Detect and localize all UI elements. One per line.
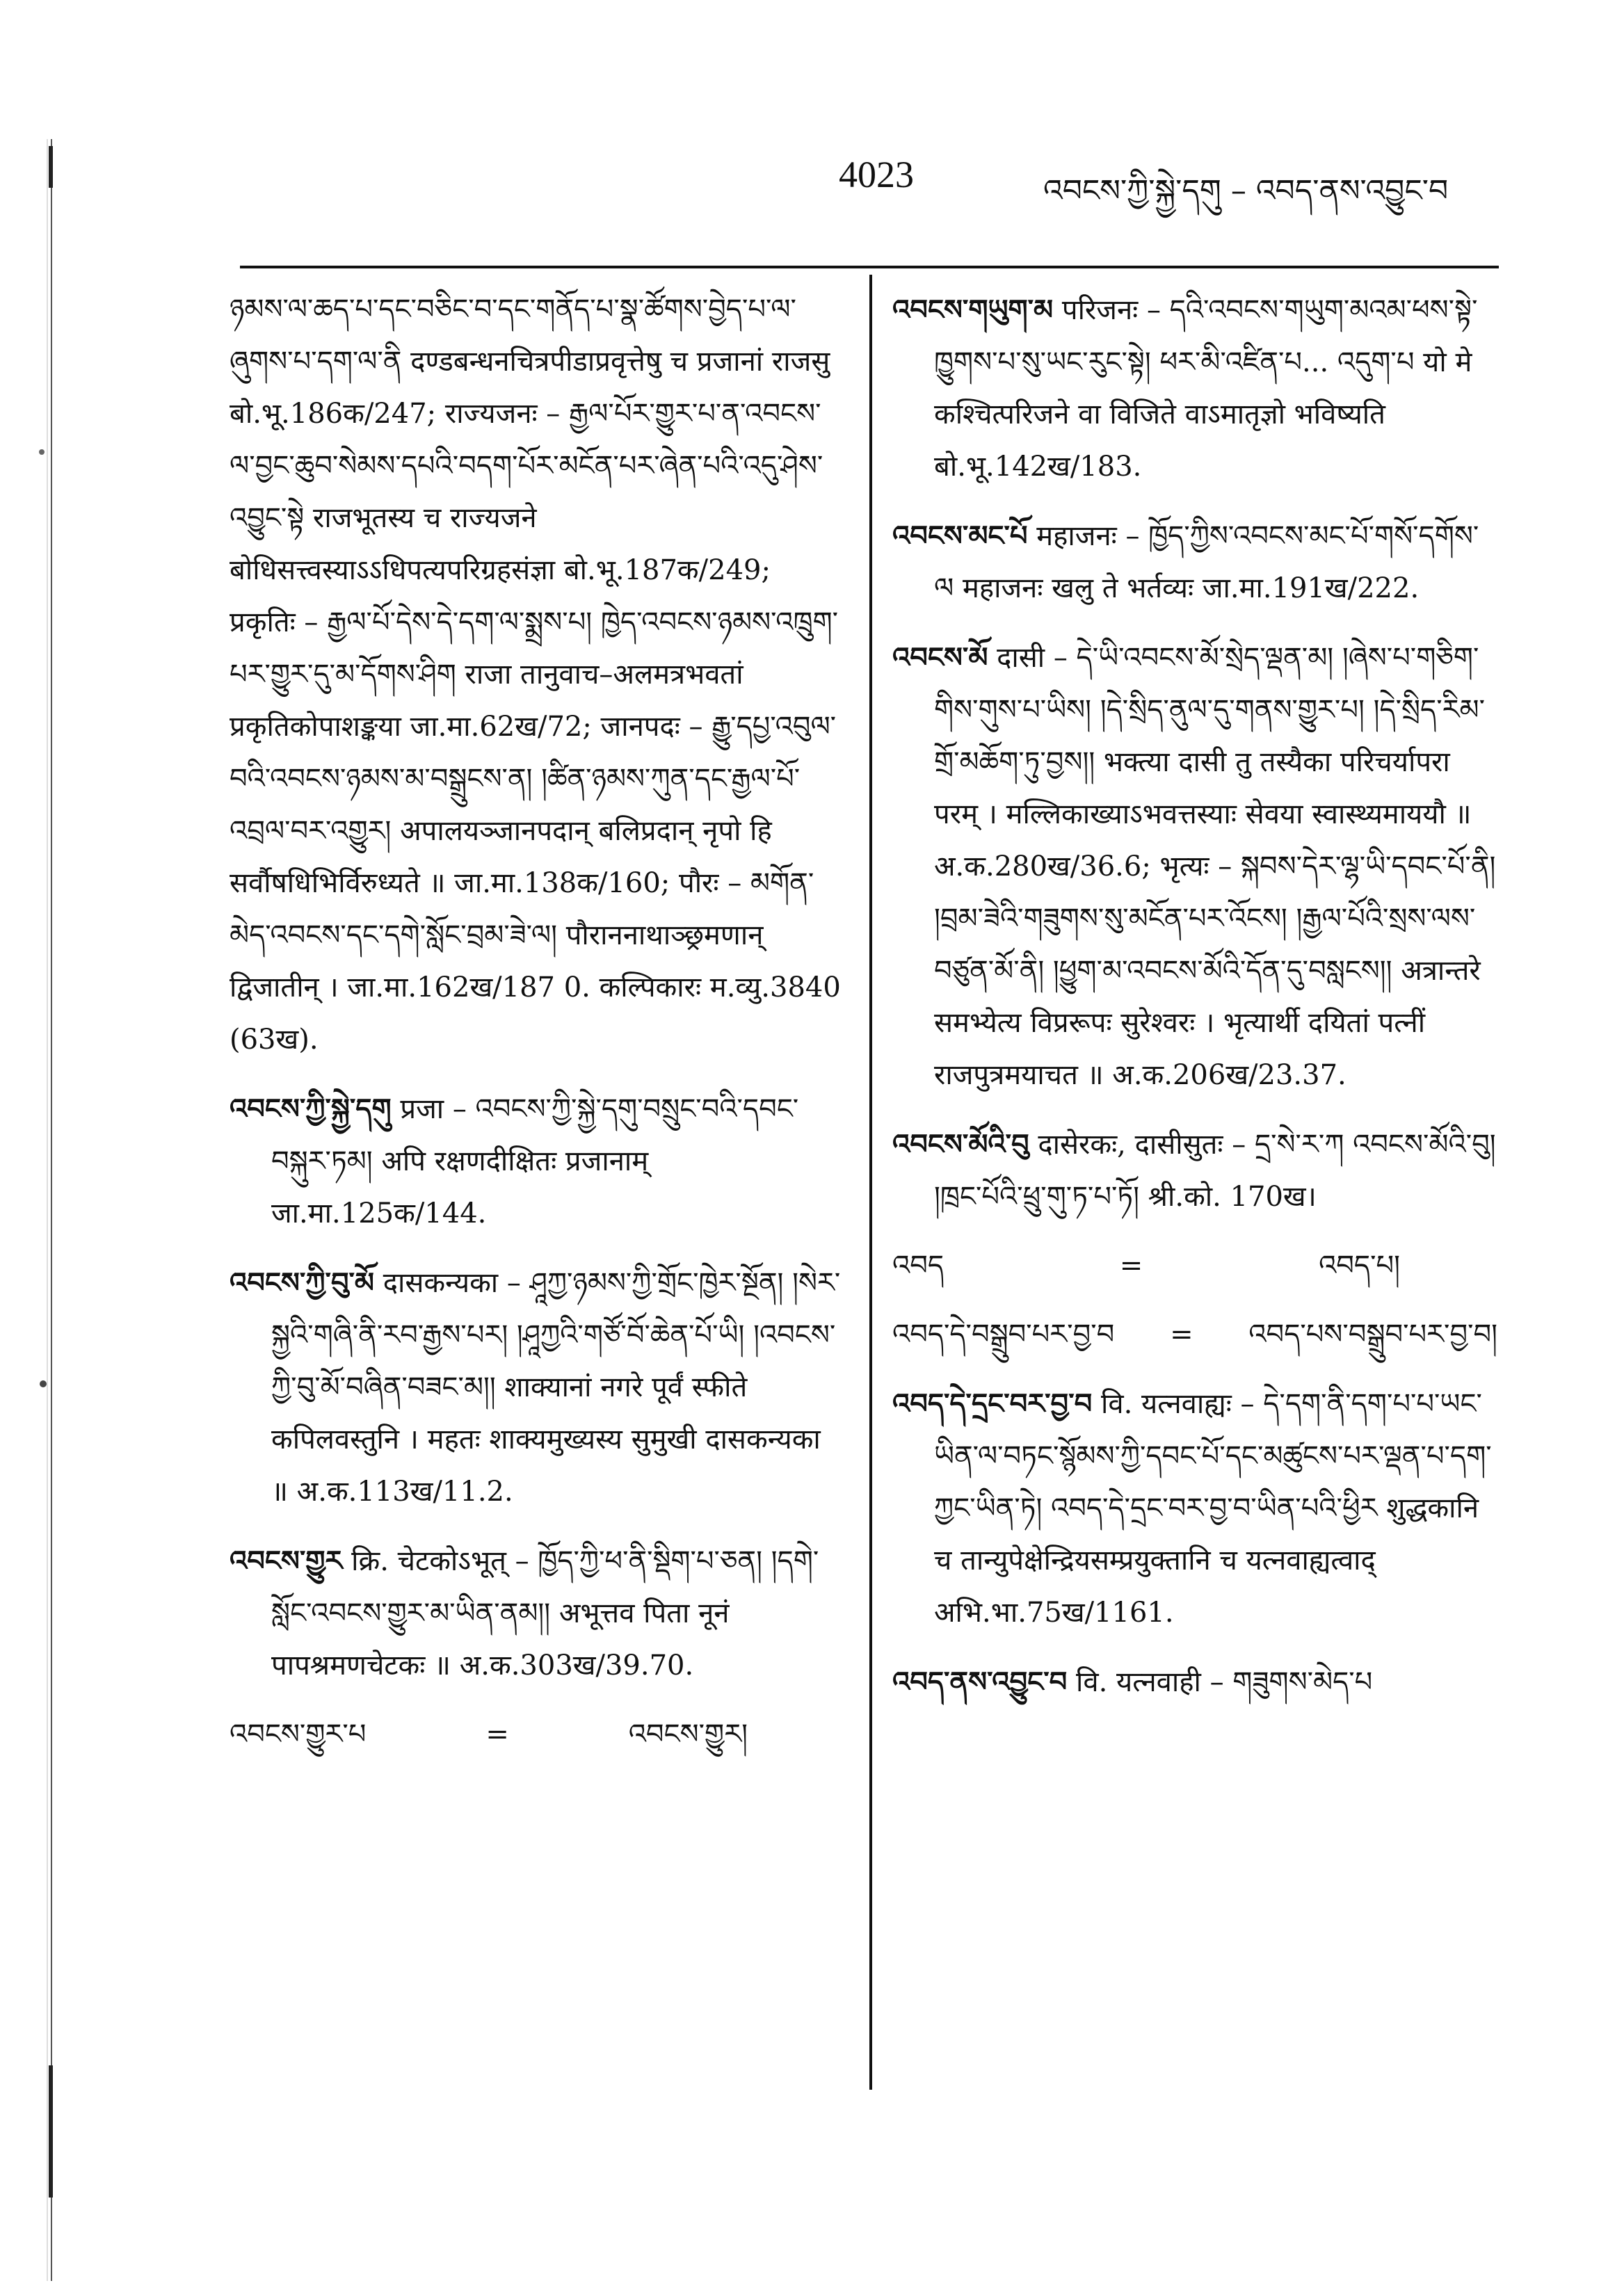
cross-ref-term: འབངས་གྱུར་པ — [230, 1718, 367, 1750]
entry-text: परिजनः – དའི་འབངས་གཡུག་མའམ་ཕས་སྟེ་ཁྱུགས་པ་སུ་ཡང་རུང་སྟེ། ཕར་མི་འཛིན་པ... འདུག་པ यो मे कश्चित्परिजने वा विजिते वाऽमातृज्ञो भविष्यति बो.भू.142ख/183. — [934, 294, 1478, 483]
left-column — [230, 284, 845, 1777]
cross-reference-entry — [892, 1309, 1497, 1361]
dictionary-entry — [230, 284, 845, 1066]
cross-ref-term: འབད — [892, 1250, 944, 1282]
entry-headword: འབད་ནས་འབྱུང་བ — [892, 1666, 1068, 1698]
column-divider — [869, 275, 872, 2090]
dictionary-entry — [892, 510, 1497, 615]
cross-reference-entry — [230, 1709, 845, 1761]
cross-ref-term: འབད་དེ་བསྒྲུབ་པར་བྱ་བ — [892, 1319, 1115, 1350]
page-number: 4023 — [839, 154, 914, 195]
entry-text: वि. यत्नवाह्यः – དེ་དག་ནི་དག་པ་པ་ཡང་ཡིན་ལ་བཏང་སྙོམས་ཀྱི་དབང་པོ་དང་མཚུངས་པར་ལྡན་པ་དག་ཀྱང་ཡིན་ཏེ། འབད་དེ་དྲང་བར་བྱ་བ་ཡིན་པའི་ཕྱིར शुद्धकानि च तान्युपेक्षेन्द्रियसम्प्रयुक्तानि च यत्नवाह्यत्वाद् अभि.भा.75ख/1161. — [934, 1388, 1492, 1629]
dictionary-entry — [230, 1257, 845, 1518]
entry-text: ཉམས་ལ་ཆད་པ་དང་བཅིང་བ་དང་གནོད་པ་སྣ་ཚོགས་བྱེད་པ་ལ་ཞུགས་པ་དག་ལ་ནི दण्डबन्धनचित्रपीडाप्रवृत्तेषु च प्रजानां राजसु बो.भू.186क/247; राज्यजनः – རྒྱལ་པོར་གྱུར་པ་ན་འབངས་ལ་བྱང་ཆུབ་སེམས་དཔའི་བདག་པོར་མངོན་པར་ཞེན་པའི་འདུ་ཤེས་འབྱུང་སྟེ राजभूतस्य च राज्यजने बोधिसत्त्वस्याऽऽधिपत्यपरिग्रहसंज्ञा बो.भू.187क/249; प्रकृतिः – རྒྱལ་པོ་དེས་དེ་དག་ལ་སྨྲས་པ། ཁྱེད་འབངས་ཉམས་འཁྲུག་པར་གྱུར་དུ་མ་དོགས་ཤིག राजा तानुवाच–अलमत्रभवतां प्रकृतिकोपाशङ्कया जा.मा.62ख/72; जानपदः – རྒྱུ་དཔྱ་འབུལ་བའི་འབངས་ཉམས་མ་བསྒྲུངས་ན། །ཚིན་ཉམས་ཀུན་དང་རྒྱལ་པོ་འབྲལ་བར་འགྱུར། अपालयञ्जानपदान् बलिप्रदान् नृपो हि सर्वौषधिभिर्विरुध्यते ॥ जा.मा.138क/160; पौरः – མགོན་མེད་འབངས་དང་དགེ་སློང་བྲམ་ཟེ་ལ། पौराननाथाञ्छ्रमणान् द्विजातीन् । जा.मा.162ख/187 0. कल्पिकारः म.व्यु.3840 (63ख). — [230, 293, 841, 1056]
dictionary-entry — [892, 1378, 1497, 1639]
entry-text: वि. यत्नवाही – གཟུགས་མེད་པ — [1075, 1666, 1373, 1698]
dictionary-entry — [230, 1083, 845, 1240]
entry-headword: འབད་དེ་དྲང་བར་བྱ་བ — [892, 1387, 1093, 1420]
entry-text: प्रजा – འབངས་ཀྱི་སྐྱེ་དགུ་བསྲུང་བའི་དབང་བསྐུར་ཏམ། अपि रक्षणदीक्षितः प्रजानाम् जा.मा.125क/144. — [271, 1093, 799, 1229]
dictionary-entry — [892, 284, 1497, 493]
cross-ref-target: འབད་པ། — [1319, 1250, 1400, 1282]
cross-ref-target: འབངས་གྱུར། — [628, 1718, 748, 1750]
entry-text: दासेरकः, दासीसुतः – དྲ་སེ་ར་ཀ འབངས་མོའི་བུ། །ཁྲང་པོའི་ཕྲུ་གུ་ཏ་པ་ཏོ། श्री.को. 170ख। — [934, 1129, 1496, 1213]
dictionary-entry — [230, 1535, 845, 1692]
cross-ref-sign: = — [485, 1718, 509, 1750]
scan-edge-decoration — [0, 0, 63, 2290]
entry-text: क्रि. चेटकोऽभूत् – ཁྱོད་ཀྱི་ཕ་ནི་སྡིག་པ་ཅན། །དགེ་སློང་འབངས་གྱུར་མ་ཡིན་ནམ།། अभूत्तव पिता नूनं पापश्रमणचेटकः ॥ अ.क.303ख/39.70. — [271, 1545, 819, 1682]
entry-headword: འབངས་གྱུར — [230, 1545, 343, 1577]
dictionary-entry — [892, 631, 1497, 1102]
entry-headword: འབངས་མོ — [892, 641, 988, 674]
entry-text: महाजनः – ཁྱོད་ཀྱིས་འབངས་མང་པོ་གསོ་དགོས་ལ महाजनः खलु ते भर्तव्यः जा.मा.191ख/222. — [934, 520, 1479, 604]
cross-ref-sign: = — [1119, 1250, 1143, 1282]
page-header — [230, 150, 1509, 226]
entry-text: दासी – དེ་ཡི་འབངས་མོ་སྲེད་ལྡན་མ། །ཞེས་པ་གཅིག་གིས་གུས་པ་ཡིས། །དེ་སྲིད་ནུལ་དུ་གནས་གྱུར་པ། །དེ་སྲིད་རིམ་གྲོ་མཆོག་ཏུ་བྱས།། भक्त्या दासी तु तस्यैका परिचर्यापरा परम् । मल्लिकाख्याऽभवत्तस्याः सेवया स्वास्थ्यमाययौ ॥ अ.क.280ख/36.6; भृत्यः – སྐབས་དེར་ལྷ་ཡི་དབང་པོ་ནི། །བྲམ་ཟེའི་གཟུགས་སུ་མངོན་པར་འོངས། །རྒྱལ་པོའི་སྲས་ལས་བཙུན་མོ་ནི། །ཕྱུག་མ་འབངས་མོའི་དོན་དུ་བསླངས།། अत्रान्तरे समभ्येत्य विप्ररूपः सुरेश्वरः । भृत्यार्थी दयितां पत्नीं राजपुत्रमयाचत ॥ अ.क.206ख/23.37. — [934, 642, 1496, 1091]
dictionary-entry — [892, 1656, 1497, 1709]
dictionary-entry — [892, 1118, 1497, 1223]
entry-text: दासकन्यका – ཤཱཀྱ་ཉམས་ཀྱི་གྲོང་ཁྱེར་སྔོན། །སེར་སྐྱའི་གཞི་ནི་རབ་རྒྱས་པར། །ཤཱཀྱའི་གཙོ་བོ་ཆེན་པོ་ཡི། །འབངས་ཀྱི་བུ་མོ་བཞིན་བཟང་མ།། शाक्यानां नगरे पूर्वं स्फीते कपिलवस्तुनि । महतः शाक्यमुख्यस्य सुमुखी दासकन्यका ॥ अ.क.113ख/11.2. — [271, 1267, 841, 1508]
running-head: འབངས་ཀྱི་སྐྱེ་དགུ – འབད་ནས་འབྱུང་བ — [1043, 173, 1449, 209]
cross-ref-sign: = — [1170, 1319, 1193, 1350]
entry-headword: འབངས་གཡུག་མ — [892, 293, 1054, 326]
entry-headword: འབངས་མང་པོ — [892, 519, 1028, 552]
cross-reference-entry — [892, 1240, 1497, 1292]
entry-headword: འབངས་ཀྱི་བུ་མོ — [230, 1266, 374, 1299]
entry-headword: འབངས་ཀྱི་སྐྱེ་དགུ — [230, 1092, 392, 1125]
right-column — [892, 284, 1497, 1725]
entry-headword: འབངས་མོའི་བུ — [892, 1128, 1029, 1161]
cross-ref-target: འབད་པས་བསྒྲུབ་པར་བྱ་བ། — [1248, 1319, 1497, 1350]
header-rule — [240, 266, 1499, 268]
